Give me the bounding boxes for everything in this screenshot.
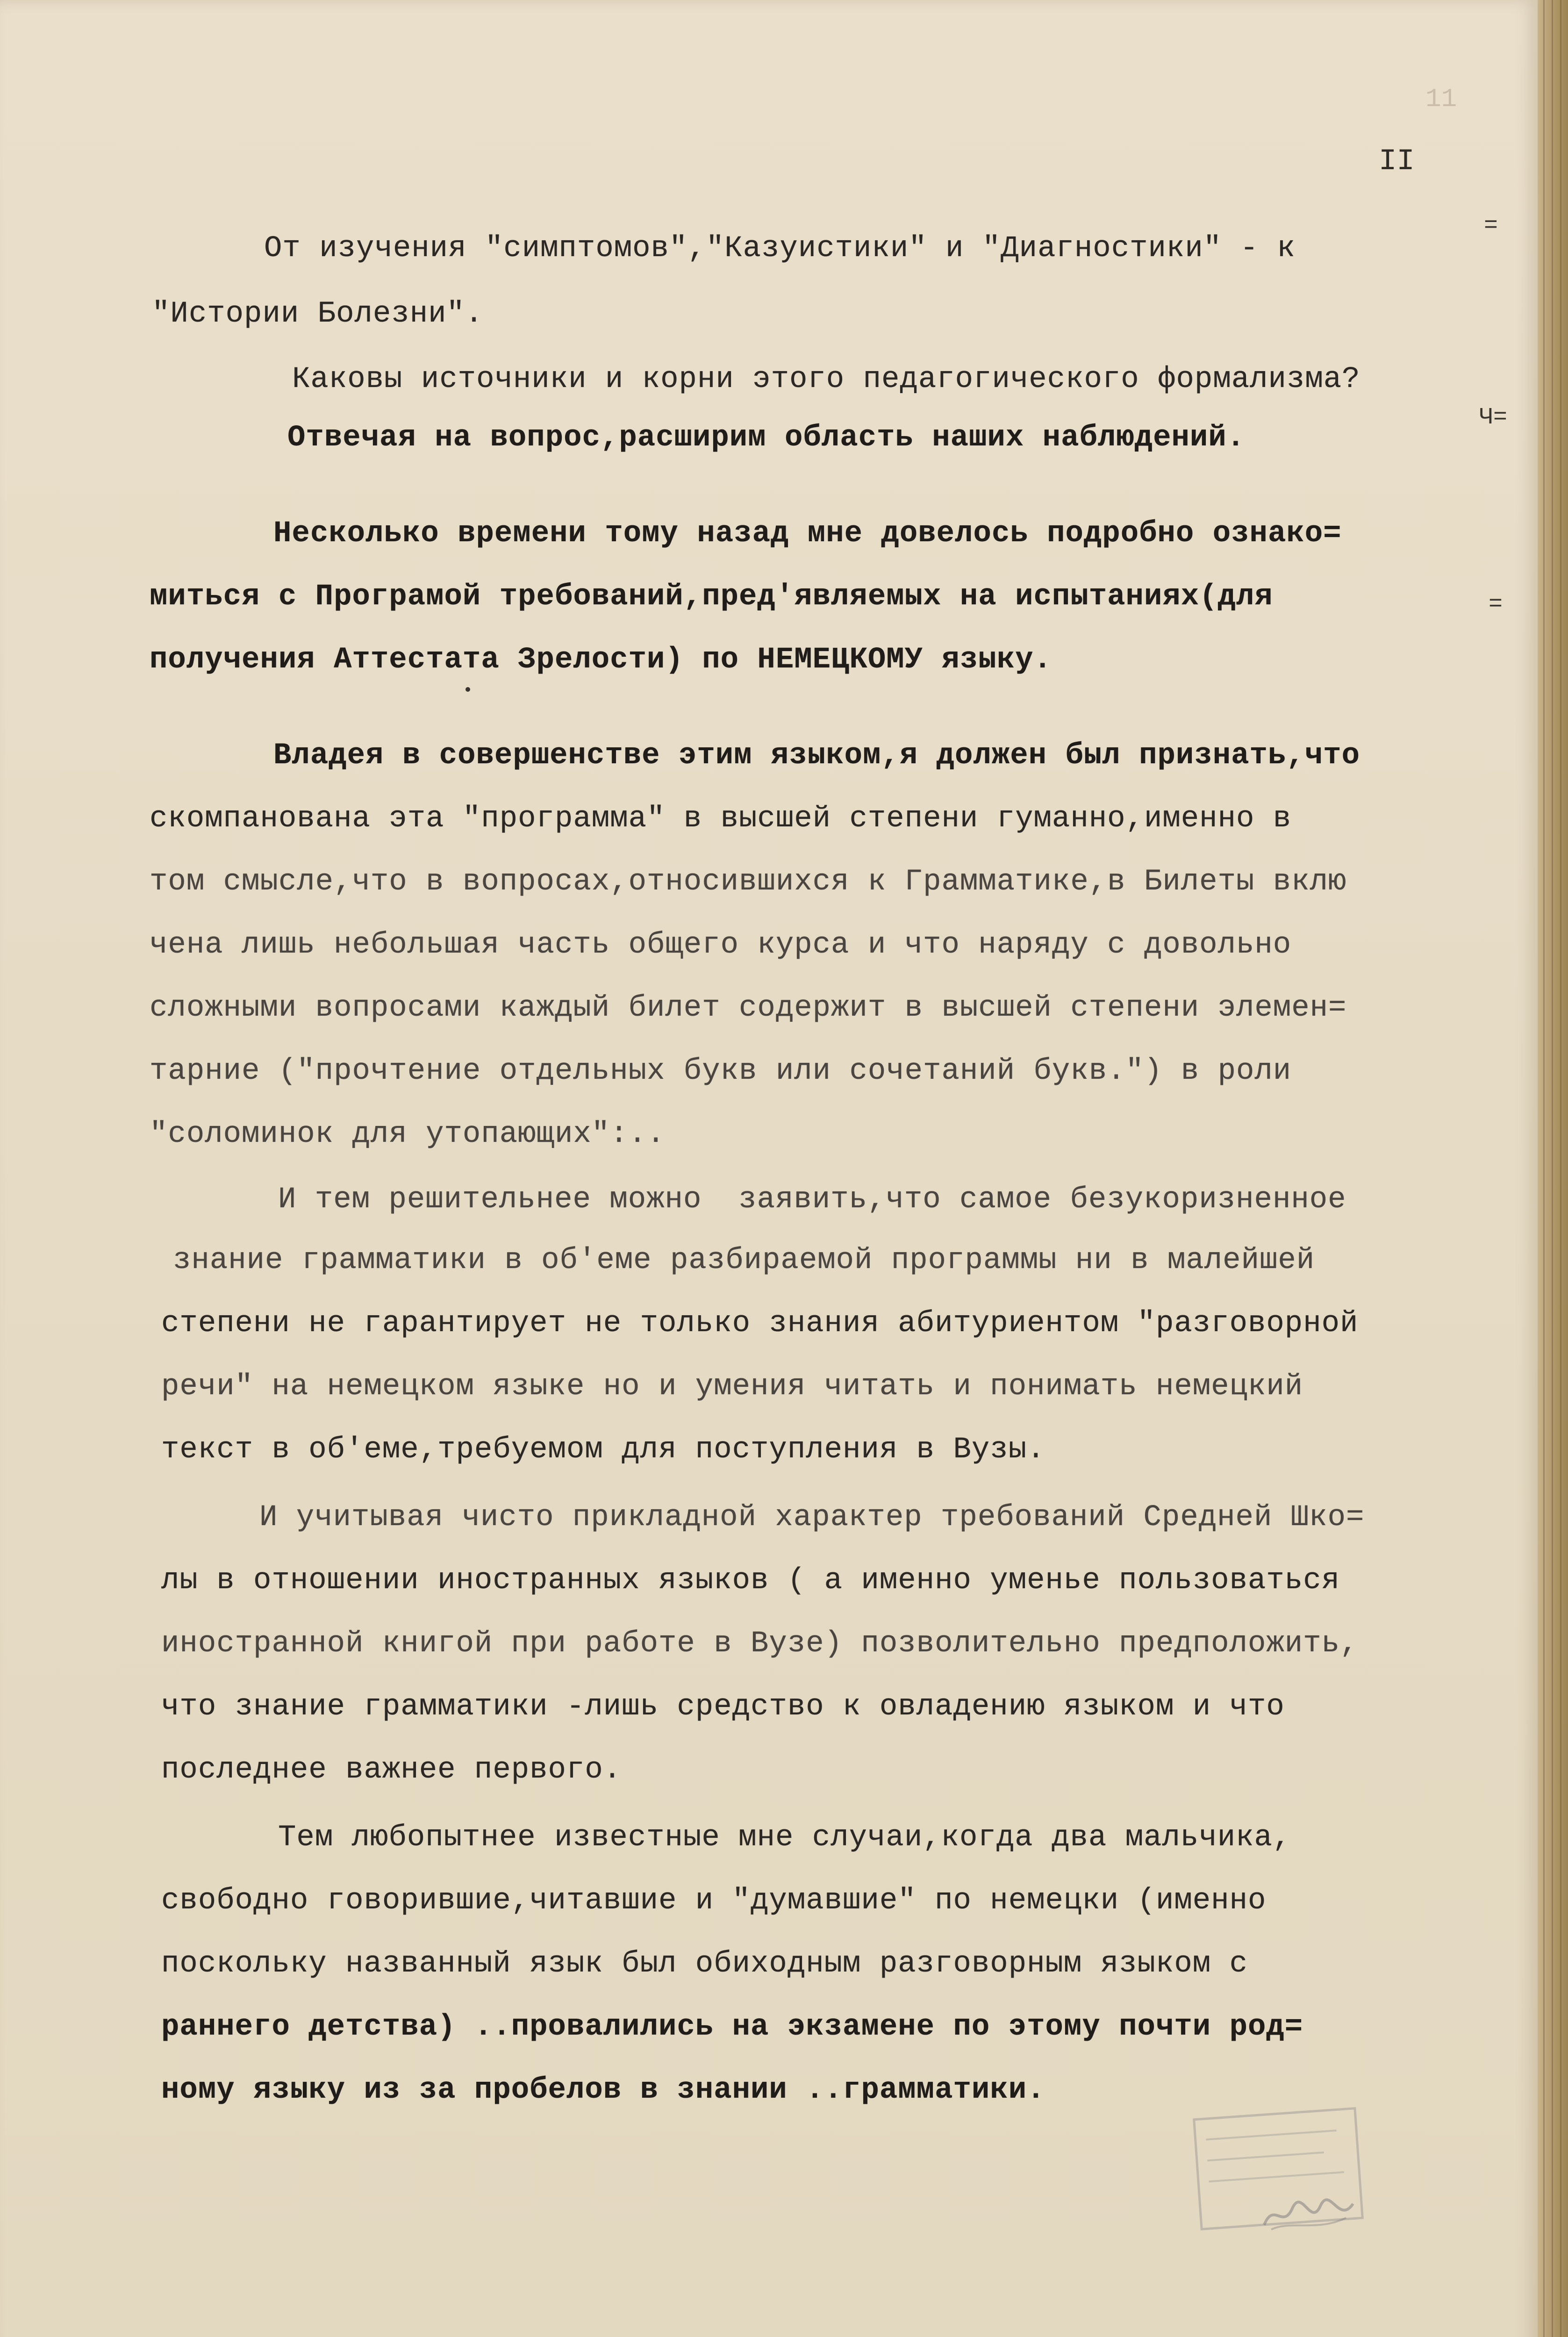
page-number: II [1379, 145, 1415, 179]
text-line: От изучения "симптомов","Казуистики" и "Диагностики" - к [264, 232, 1296, 265]
text-line: ному языку из за пробелов в знании ..грамматики. [161, 2073, 1045, 2107]
text-line: том смысле,что в вопросах,относившихся к Грамматике,в Билеты вклю [150, 865, 1347, 899]
text-line: И учитывая чисто прикладной характер требований Средней Шко= [259, 1501, 1365, 1534]
text-line: Каковы источники и корни этого педагогического формализма? [292, 363, 1360, 396]
text-line: что знание грамматики -лишь средство к овладению языком и что [161, 1690, 1285, 1724]
text-line: поскольку названный язык был обиходным разговорным языком с [161, 1947, 1248, 1981]
page-edge [1538, 0, 1568, 2337]
text-line: чена лишь небольшая часть общего курса и что наряду с довольно [150, 928, 1292, 962]
margin-mark: = [1484, 213, 1498, 239]
ink-dot [465, 687, 470, 692]
bleed-through-mark: 11 [1425, 84, 1457, 114]
text-line: Владея в совершенстве этим языком,я должен был признать,что [273, 739, 1360, 773]
text-line: текст в об'еме,требуемом для поступления в Вузы. [161, 1433, 1045, 1467]
text-line: И тем решительнее можно заявить,что самое безукоризненное [278, 1183, 1346, 1217]
text-line: раннего детства) ..провалились на экзамене по этому почти род= [161, 2010, 1303, 2044]
text-line: сложными вопросами каждый билет содержит в высшей степени элемен= [150, 991, 1347, 1025]
margin-mark: = [1489, 591, 1503, 618]
margin-mark: Ч= [1479, 404, 1508, 431]
text-line: Отвечая на вопрос,расширим область наших наблюдений. [287, 421, 1246, 455]
text-line: Тем любопытнее известные мне случаи,когда два мальчика, [278, 1821, 1291, 1855]
text-line: речи" на немецком языке но и умения читать и понимать немецкий [161, 1370, 1303, 1404]
text-line: лы в отношении иностранных языков ( а именно уменье пользоваться [161, 1564, 1340, 1598]
text-line: свободно говорившие,читавшие и "думавшие" по немецки (именно [161, 1884, 1267, 1918]
text-line: скомпанована эта "программа" в высшей степени гуманно,именно в [150, 802, 1292, 836]
text-line: получения Аттестата Зрелости) по НЕМЕЦКОМУ языку. [150, 643, 1052, 677]
text-line: знание грамматики в об'еме разбираемой программы ни в малейшей [173, 1244, 1315, 1277]
text-line: иностранной книгой при работе в Вузе) позволительно предположить, [161, 1627, 1359, 1661]
text-line: степени не гарантирует не только знания абитуриентом "разговорной [161, 1307, 1359, 1341]
text-line: миться с Програмой требований,пред'являемых на испытаниях(для [150, 580, 1273, 614]
text-line: "соломинок для утопающих":.. [150, 1118, 666, 1151]
handwritten-signature [1262, 2192, 1355, 2234]
text-line: последнее важнее первого. [161, 1753, 622, 1787]
text-line: Несколько времени тому назад мне довелось подробно ознако= [273, 517, 1342, 551]
text-line: "Истории Болезни". [152, 297, 484, 331]
text-line: тарние ("прочтение отдельных букв или сочетаний букв.") в роли [150, 1054, 1292, 1088]
